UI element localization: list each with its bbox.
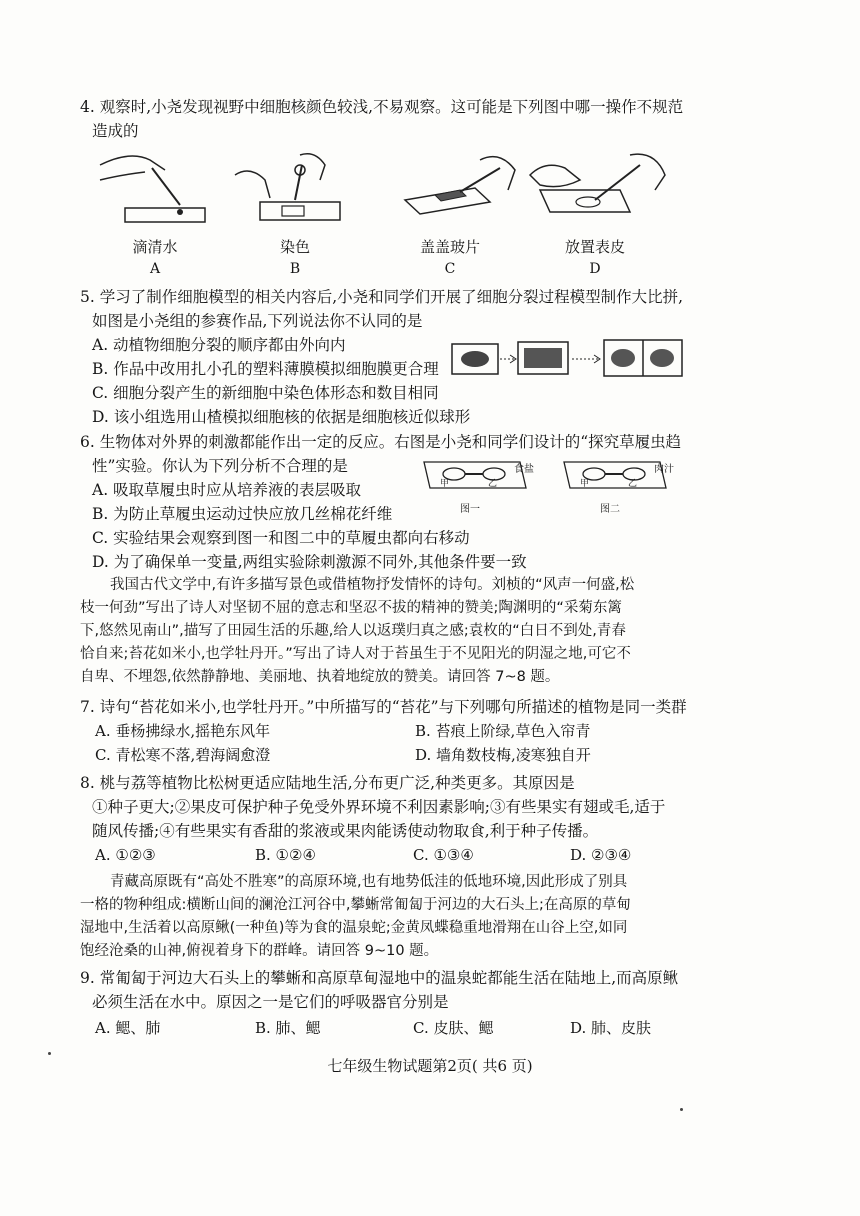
q4-caption-b: 染色 [279,238,310,256]
q5-stem-line1: 5. 学习了制作细胞模型的相关内容后,小尧和同学们开展了细胞分裂过程模型制作大比拼, [80,288,684,306]
passage1-line: 我国古代文学中,有许多描写景色或借植物抒发情怀的诗句。刘桢的“风声一何盛,松 [110,577,635,593]
q5-option-a: A. 动植物细胞分裂的顺序都由外向内 [92,336,346,354]
passage1-line: 恰自来;苔花如米小,也学牡丹开。”写出了诗人对于苔虽生于不见阳光的阴湿之地,可它不 [80,646,631,662]
poetry-passage [80,574,840,689]
q7-stem: 7. 诗句“苔花如米小,也学牡丹开。”中所描写的“苔花”与下列哪句所描述的植物是同一类群 [80,698,687,716]
q6-fig1-title: 图一 [460,504,480,515]
q4-stem-line2: 造成的 [92,122,139,140]
q9-stem-line2: 必须生活在水中。原因之一是它们的呼吸器官分别是 [92,993,449,1011]
q4-figures [90,150,710,290]
q9-option-b: B. 肺、鳃 [255,1019,321,1037]
q4-letter-c: C [444,261,456,277]
q9-option-d: D. 肺、皮肤 [570,1019,652,1037]
drop-water-illustration [90,150,220,230]
cell-division-model-figure [448,336,688,380]
q9-stem-line1: 9. 常匍匐于河边大石头上的攀蜥和高原草甸湿地中的温泉蛇都能生活在陆地上,而高原鳅 [80,969,679,987]
q6-fig2-label-b: 乙 [628,479,638,489]
stain-illustration [230,150,360,230]
q8-option-c: C. ①③④ [413,846,474,864]
page-footer: 七年级生物试题第2页( 共6 页) [327,1057,533,1075]
q7-option-d: D. 墙角数枝梅,凌寒独自开 [415,746,591,764]
q7-option-a: A. 垂杨拂绿水,摇艳东风年 [95,722,271,740]
q6-figure-1 [420,456,550,518]
passage2-line: 一格的物种组成:横断山间的澜沧江河谷中,攀蜥常匍匐于河边的大石头上;在高原的草甸 [80,897,631,913]
q4-stem-line1: 4. 观察时,小尧发现视野中细胞核颜色较浅,不易观察。这可能是下列图中哪一操作不规范 [80,98,684,116]
q4-figure-b [230,150,360,277]
q6-stem-line2: 性”实验。你认为下列分析不合理的是 [92,457,348,475]
q4-letter-b: B [289,261,301,277]
place-epidermis-illustration [520,150,670,230]
cover-slip-illustration [380,150,520,230]
q6-fig1-label-a: 甲 [440,479,450,489]
q4-caption-d: 放置表皮 [564,238,625,256]
q5-option-d: D. 该小组选用山楂模拟细胞核的依据是细胞核近似球形 [92,408,471,426]
q5-stem-line2: 如图是小尧组的参赛作品,下列说法你不认同的是 [92,312,423,330]
passage2-line: 湿地中,生活着以高原鳅(一种鱼)等为食的温泉蛇;金黄凤蝶稳重地滑翔在山谷上空,如同 [80,920,628,936]
q6-fig2-side-label: 肉汁 [654,464,674,475]
q8-option-b: B. ①②④ [255,846,316,864]
q4-caption-a: 滴清水 [132,238,178,256]
passage1-line: 下,悠然见南山”,描写了田园生活的乐趣,给人以返璞归真之感;袁枚的“白日不到处,青春 [80,623,626,639]
q8-option-d: D. ②③④ [570,846,632,864]
q9-option-c: C. 皮肤、鳃 [413,1019,494,1037]
passage2-line: 青藏高原既有“高处不胜寒”的高原环境,也有地势低洼的低地环境,因此形成了别具 [110,874,628,890]
q4-caption-c: 盖盖玻片 [419,238,480,256]
q8-stem: 8. 桃与荔等植物比松树更适应陆地生活,分布更广泛,种类更多。其原因是 [80,774,575,792]
q6-stem-line1: 6. 生物体对外界的刺激都能作出一定的反应。右图是小尧和同学们设计的“探究草履虫趋 [80,433,682,451]
q6-fig2-label-a: 甲 [580,479,590,489]
q4-letter-a: A [149,261,161,277]
q7-option-c: C. 青松寒不落,碧海阔愈澄 [95,746,271,764]
q6-option-b: B. 为防止草履虫运动过快应放几丝棉花纤维 [92,505,393,523]
q5-option-c: C. 细胞分裂产生的新细胞中染色体形态和数目相同 [92,384,439,402]
q6-option-a: A. 吸取草履虫时应从培养液的表层吸取 [92,481,362,499]
q6-fig2-title: 图二 [600,504,620,515]
q9-option-a: A. 鳃、肺 [95,1019,161,1037]
q5-option-b: B. 作品中改用扎小孔的塑料薄膜模拟细胞膜更合理 [92,360,439,378]
q4-figure-a [90,150,220,277]
passage1-line: 枝一何劲”写出了诗人对坚韧不屈的意志和坚忍不拔的精神的赞美;陶渊明的“采菊东篱 [80,600,622,616]
q4-letter-d: D [589,261,601,277]
q4-figure-d [520,150,670,277]
scan-speck [680,1108,683,1111]
q6-fig1-side-label: 食盐 [514,464,534,475]
q8-option-a: A. ①②③ [95,846,156,864]
passage2-line: 饱经沧桑的山神,俯视着身下的群峰。请回答 9~10 题。 [80,943,439,959]
q6-figure-2 [560,456,690,518]
q6-option-c: C. 实验结果会观察到图一和图二中的草履虫都向右移动 [92,529,470,547]
q4-figure-c [380,150,520,277]
q8-statement-line2: ①种子更大;②果皮可保护种子免受外界环境不利因素影响;③有些果实有翅或毛,适于 [92,798,666,816]
q8-statement-line3: 随风传播;④有些果实有香甜的浆液或果肉能诱使动物取食,利于种子传播。 [92,822,599,840]
plateau-passage [80,871,840,963]
q6-option-d: D. 为了确保单一变量,两组实验除刺激源不同外,其他条件要一致 [92,553,527,571]
q7-option-b: B. 苔痕上阶绿,草色入帘青 [415,722,591,740]
q6-fig1-label-b: 乙 [488,479,498,489]
q7-options [95,719,815,767]
scan-speck [48,1052,51,1055]
passage1-line: 自卑、不埋怨,依然静静地、美丽地、执着地绽放的赞美。请回答 7~8 题。 [80,669,560,685]
